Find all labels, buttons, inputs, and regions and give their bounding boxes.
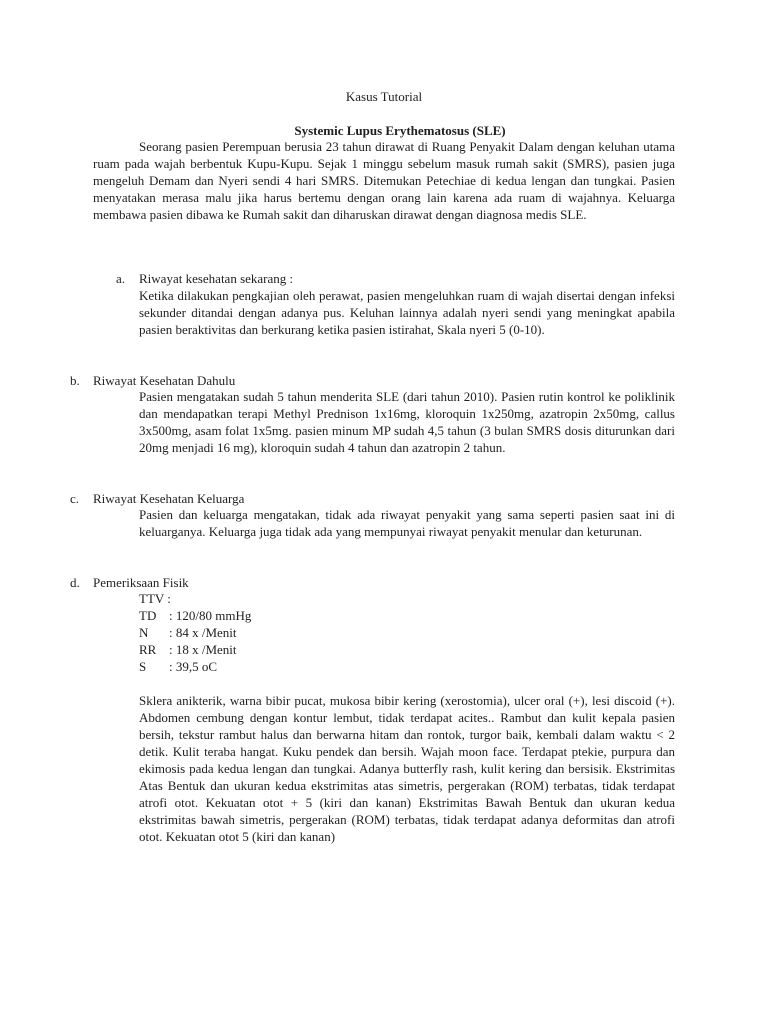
section-d-heading-row xyxy=(70,574,189,591)
document-subtitle: Systemic Lupus Erythematosus (SLE) xyxy=(294,123,506,138)
section-d-body: Sklera anikterik, warna bibir pucat, mukosa bibir kering (xerostomia), ulcer oral (+), lesi discoid (+). Abdomen cembung dengan kontur lembut, tidak terdapat acites.. Rambut dan kulit kepala pasien bersih, tekstur rambut halus dan berwarna hitam dan rontok, turgor baik, kembali dalam waktu < 2 detik. Kulit teraba hangat. Kuku pendek dan bersih. Wajah moon face. Terdapat ptekie, purpura dan ekimosis pada kedua lengan dan tungkai. Adanya butterfly rash, kulit kering dan bersisik. Ekstrimitas Atas Bentuk dan ukuran kedua ekstrimitas atas simetris, pergerakan (ROM) terbatas, tidak terdapat atrofi otot. Kekuatan otot + 5 (kiri dan kanan) Ekstrimitas Bawah Bentuk dan ukuran kedua ekstrimitas bawah simetris, pergerakan (ROM) terbatas, tidak terdapat adanya deformitas dan atrofi otot. Kekuatan otot 5 (kiri dan kanan) xyxy=(139,693,675,844)
section-b-heading: Riwayat Kesehatan Dahulu xyxy=(93,373,236,388)
vital-value: : 120/80 mmHg xyxy=(169,608,252,623)
section-c-heading-row xyxy=(70,490,244,507)
vital-value: : 18 x /Menit xyxy=(169,642,237,657)
section-a-heading-row xyxy=(116,270,293,287)
section-d-marker: d. xyxy=(70,575,80,590)
section-d-heading: Pemeriksaan Fisik xyxy=(93,575,189,590)
vital-signs xyxy=(139,590,439,675)
vital-key: S xyxy=(139,659,147,674)
section-b-marker: b. xyxy=(70,373,80,388)
section-b-body: Pasien mengatakan sudah 5 tahun menderita SLE (dari tahun 2010). Pasien rutin kontrol ke poliklinik dan mendapatkan terapi Methyl Prednison 1x16mg, kloroquin 1x250mg, azatropin 2x50mg, callus 3x500mg, asam folat 1x5mg. pasien minum MP sudah 4,5 tahun (3 bulan SMRS dosis diturunkan dari 20mg menjadi 16 mg), kloroquin sudah 4 tahun dan azatropin 2 tahun. xyxy=(139,389,675,455)
intro-paragraph: Seorang pasien Perempuan berusia 23 tahun dirawat di Ruang Penyakit Dalam dengan keluhan utama ruam pada wajah berbentuk Kupu-Kupu. Sejak 1 minggu sebelum masuk rumah sakit (SMRS), pasien juga mengeluh Demam dan Nyeri sendi 4 hari SMRS. Ditemukan Petechiae di kedua lengan dan tungkai. Pasien menyatakan merasa malu jika harus bertemu dengan orang lain karena ada ruam di wajahnya. Keluarga membawa pasien dibawa ke Rumah sakit dan diharuskan dirawat dengan diagnosa medis SLE. xyxy=(93,139,675,222)
vital-row xyxy=(139,641,439,658)
vital-row xyxy=(139,624,439,641)
vital-value: : 84 x /Menit xyxy=(169,625,237,640)
section-a-marker: a. xyxy=(116,271,126,286)
vital-value: : 39,5 oC xyxy=(169,659,218,674)
vital-row xyxy=(139,607,439,624)
vital-key: TD xyxy=(139,608,157,623)
document-title: Kasus Tutorial xyxy=(345,89,423,104)
vital-key: RR xyxy=(139,642,157,657)
section-c-body: Pasien dan keluarga mengatakan, tidak ada riwayat penyakit yang sama seperti pasien saat ini di keluarganya. Keluarga juga tidak ada yang mempunyai riwayat penyakit menular dan keturunan. xyxy=(139,507,675,539)
section-c-heading: Riwayat Kesehatan Keluarga xyxy=(93,491,245,506)
section-c-marker: c. xyxy=(70,491,80,506)
section-b-heading-row xyxy=(70,372,235,389)
vital-row xyxy=(139,658,439,675)
section-a-body: Ketika dilakukan pengkajian oleh perawat, pasien mengeluhkan ruam di wajah disertai dengan infeksi sekunder ditandai dengan adanya pus. Keluhan lainnya adalah nyeri sendi yang meningkat apabila pasien beraktivitas dan berkurang ketika pasien istirahat, Skala nyeri 5 (0-10). xyxy=(139,288,675,337)
vital-key: N xyxy=(139,625,149,640)
section-a-heading: Riwayat kesehatan sekarang : xyxy=(139,271,294,286)
ttv-label: TTV : xyxy=(139,591,171,606)
